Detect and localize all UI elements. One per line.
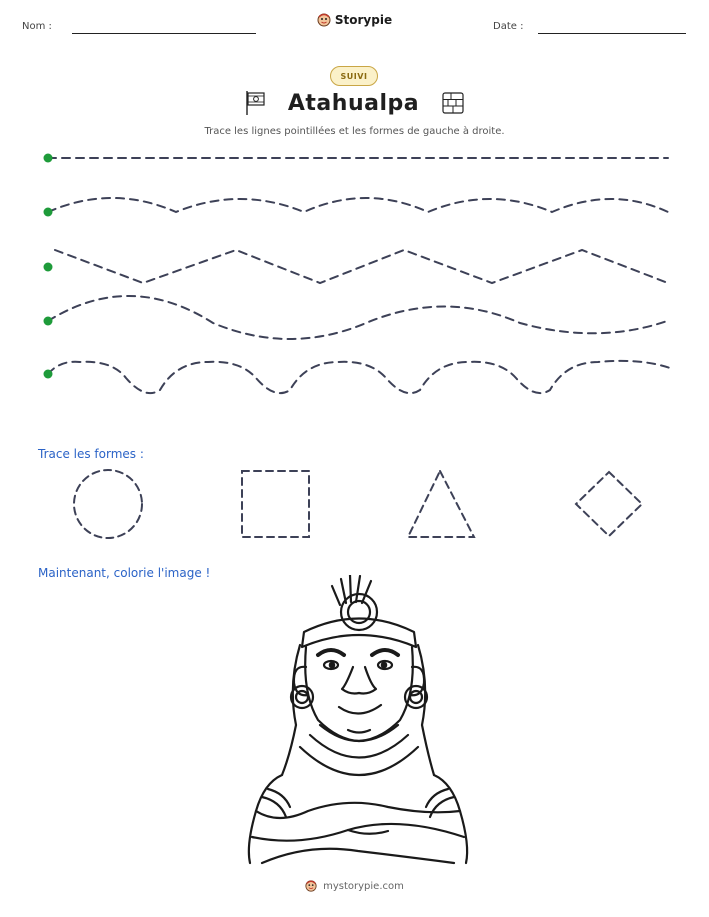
start-dot <box>44 154 53 163</box>
atahualpa-coloring-illustration[interactable] <box>238 575 473 865</box>
trace-square-shape[interactable] <box>242 471 309 537</box>
trace-triangle-shape[interactable] <box>408 471 474 537</box>
start-dot <box>44 208 53 217</box>
shapes-area <box>0 462 709 548</box>
start-dot <box>44 263 53 272</box>
tracing-lines-area <box>0 140 709 400</box>
footer <box>0 880 709 892</box>
tracing-line-wave[interactable] <box>48 296 670 339</box>
level-badge: SUIVI <box>330 66 378 86</box>
brand-logo <box>0 13 709 27</box>
stone-wall-icon <box>441 91 465 115</box>
footer-website[interactable]: mystorypie.com <box>323 880 404 892</box>
date-label: Date : <box>493 21 524 32</box>
name-label: Nom : <box>22 21 52 32</box>
start-dot <box>44 370 53 379</box>
tracing-line-zigzag[interactable] <box>55 250 668 283</box>
tracing-line-bumpy-wave[interactable] <box>48 361 670 393</box>
trace-circle-shape[interactable] <box>74 470 142 538</box>
title-row <box>0 90 709 116</box>
inca-flag-icon <box>244 90 266 116</box>
storypie-mascot-icon <box>305 880 317 892</box>
instruction-text: Trace les lignes pointillées et les formes de gauche à droite. <box>204 126 505 137</box>
brand-text: Storypie <box>334 13 393 27</box>
tracing-line-gentle-wave[interactable] <box>48 198 668 212</box>
coloring-section-label: Maintenant, colorie l'image ! <box>38 566 211 580</box>
storypie-mascot-icon <box>317 13 331 27</box>
start-dot <box>44 317 53 326</box>
date-line[interactable] <box>538 33 686 34</box>
name-line[interactable] <box>72 33 256 34</box>
page-title: Atahualpa <box>287 90 420 116</box>
shapes-section-label: Trace les formes : <box>38 447 144 461</box>
trace-diamond-shape[interactable] <box>576 472 642 536</box>
